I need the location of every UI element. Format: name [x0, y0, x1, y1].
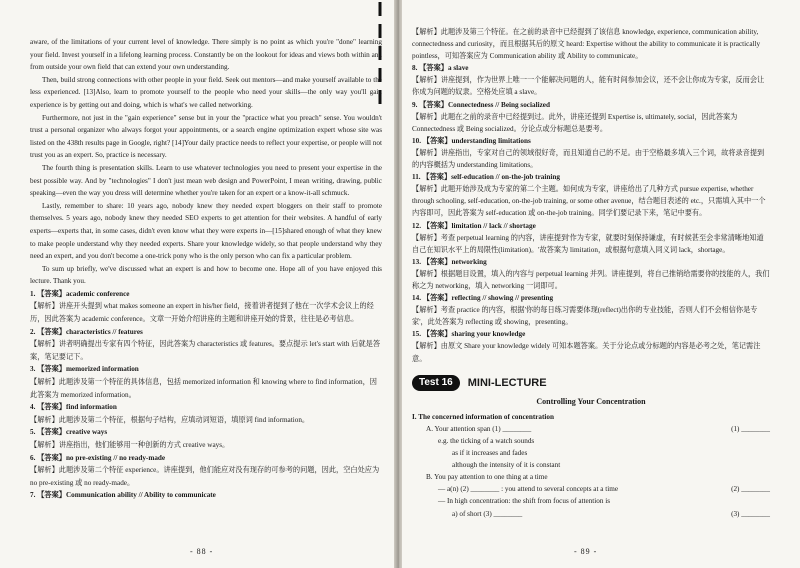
answer-label: 8. 【答案】a slave — [412, 64, 469, 73]
answer-explanation: 【解析】考查 perpetual learning 的内容，讲座提到'作为专家，就要时刻保持谦虚，有时候甚至会非常清晰地知道自己在知识水平上的局限性(limitation)。'故答案为 limitation，或根据句意填入同义词 lack，shortage。 — [412, 233, 764, 254]
answer-block — [412, 135, 770, 171]
lecture-paragraph: Lastly, remember to share: 10 years ago, nobody knew they needed expert bloggers on their staff to promote themselves. 5 years ago, nobody knew they needed SEO experts to get attention for their websites. A handful of early experts—experts that, in some cases, didn't even know what they were experts in—[15]shared enough of what they knew to make people understand why they needed experts. Share your knowledge widely, so that people understand why they need an expert, and you don't become a one-trick pony who is the only person who can fix a particular problem. — [30, 201, 382, 261]
outline-text: I. The concerned information of concentration — [412, 412, 555, 421]
page-number: - 88 - — [190, 547, 214, 556]
outline-text: a) of short (3) ________ — [452, 509, 523, 518]
test-heading — [412, 375, 770, 391]
answer-block — [412, 26, 770, 62]
answer-block — [412, 171, 770, 219]
test-badge: Test 16 — [412, 375, 460, 391]
answer-blank[interactable]: (3) ________ — [731, 509, 770, 518]
lecture-paragraph: aware, of the limitations of your current level of knowledge. There simply is no point as which you're "done" learning your field. Invest yourself in a lifelong learning process. Constantly be on the lookout for ideas and views both within and from outside your own field that can extend your own understanding. — [30, 38, 382, 72]
answer-label: 12. 【答案】limitation // lack // shortage — [412, 221, 536, 230]
answer-explanation: 【解析】此题在之前的录音中已经提到过。此外，讲座还提到 Expertise is, ultimately, social，因此答案为 Connectedness 或 Being socialized。分论点或分标题总是要考。 — [412, 112, 738, 133]
answer-label: 4. 【答案】find information — [30, 403, 117, 412]
answer-label: 15. 【答案】sharing your knowledge — [412, 330, 526, 339]
outline-row — [412, 508, 770, 520]
answer-block — [30, 326, 382, 364]
answer-block — [412, 99, 770, 135]
answer-block — [30, 363, 382, 401]
answer-block — [30, 426, 382, 451]
answer-label: 9. 【答案】Connectedness // Being socialized — [412, 100, 550, 109]
answer-label: 11. 【答案】self-education // on-the-job training — [412, 173, 560, 182]
outline-row — [412, 495, 770, 507]
answer-label: 3. 【答案】memorized information — [30, 365, 139, 374]
outline-text: — a(n) (2) ________ : you attend to several concepts at a time — [438, 485, 619, 494]
answer-block — [30, 401, 382, 426]
left-page — [0, 0, 396, 568]
answer-label: 7. 【答案】Communication ability // Ability to communicate — [30, 491, 216, 500]
answer-block — [30, 489, 382, 502]
outline-text: A. Your attention span (1) ________ — [426, 424, 532, 433]
outline-row — [412, 423, 770, 435]
outline-text: B. You pay attention to one thing at a time — [426, 473, 548, 482]
outline-row — [412, 411, 770, 423]
answer-label: 5. 【答案】creative ways — [30, 428, 108, 437]
answer-explanation: 【解析】讲座指出，专家对自己的领域很好奇，而且知道自己的不足。由于空格最多填入三个词，故将录音提到的内容概括为 understanding limitations。 — [412, 148, 765, 170]
answer-blank[interactable]: (1) ________ — [731, 424, 770, 433]
test-title: MINI-LECTURE — [467, 376, 547, 389]
right-page-body — [412, 26, 770, 520]
answer-explanation: 【解析】由原文 Share your knowledge widely 可知本题答案。关于分论点或分标题的内容是必考之处，笔记需注意。 — [412, 342, 761, 363]
lecture-outline — [412, 411, 770, 520]
answer-block — [412, 256, 770, 292]
lecture-title: Controlling Your Concentration — [536, 396, 646, 406]
right-page — [402, 0, 800, 568]
answer-explanation: 【解析】讲座提到，作为世界上唯一一个能解决问题的人，能有时间参加会议，还不会让你成为专家，反而会让你成为问题的奴隶。空格处应填 a slave。 — [412, 76, 765, 97]
answer-explanation: 【解析】此题涉及第一个特征的具体信息，包括 memorized information 和 knowing where to find information，因此答案为 memorized information。 — [30, 378, 377, 399]
binding-ring-icon — [374, 0, 386, 120]
outline-row — [412, 435, 770, 447]
outline-row — [412, 471, 770, 483]
page-number: - 89 - — [574, 547, 598, 556]
outline-text: — In high concentration: the shift from focus of attention is — [438, 497, 611, 506]
answer-label: 13. 【答案】networking — [412, 257, 487, 266]
lecture-paragraph: The fourth thing is presentation skills. Learn to use whatever technologies you need to present your expertise in the best possible way. And by "technologies" I don't just mean web design and PowerPoint, I mean writing, drawing, public speaking—even the way you dress will determine whether you're taken for an expert or a know-it-all schmuck. — [30, 163, 382, 198]
answer-explanation: 【解析】此题涉及第三个特征。在之前的录音中已经提到了该信息 knowledge, experience, communication ability, connectedness and curiosity，而且根据其后的原文 heard: Expertise without the ability to communicate it is practically pointless，可知答案应为 Communication ability 或 Ability to communicate。 — [412, 28, 761, 61]
lecture-paragraph: To sum up briefly, we've discussed what an expert is and how to become one. Hope all of you have enjoyed this lecture. Thank you. — [30, 264, 382, 286]
outline-row — [412, 447, 770, 459]
answer-label: 2. 【答案】characteristics // features — [30, 327, 143, 336]
lecture-paragraph: Then, build strong connections with other people in your field. Seek out mentors—and make yourself available to the less experienced. [13]Also, learn to promote yourself to the people who need your skills—the only way you'll gain experience is by getting out and doing, which is what's we called networking. — [30, 75, 382, 109]
outline-row — [412, 459, 770, 471]
answer-label: 10. 【答案】understanding limitations — [412, 136, 531, 145]
answer-block — [412, 328, 770, 364]
outline-row — [412, 483, 770, 495]
answer-block — [412, 220, 770, 256]
answer-explanation: 【解析】此题涉及第二个特征，根据句子结构，应填动词短语，填原词 find information。 — [30, 415, 310, 424]
answer-label: 14. 【答案】reflecting // showing // presenting — [412, 294, 554, 303]
answer-blank[interactable]: (2) ________ — [731, 485, 770, 494]
answer-explanation: 【解析】讲座指出，他们能够用一种创新的方式 creative ways。 — [30, 441, 230, 449]
answer-block — [412, 292, 770, 328]
outline-text: although the intensity of it is constant — [452, 461, 561, 470]
answer-block — [30, 288, 382, 326]
answer-block — [30, 452, 382, 490]
lecture-paragraph: Furthermore, not just in the "gain experience" sense but in your the "practice what you preach" sense. You wouldn't trust a personal organizer who always forgot your appointments, or a search engine optimization expert whose site was listed on the 438th results page in Google, right? [14]Your daily practice needs to reflect your expertise, or people will not trust you as an expert. So, practice is necessary. — [30, 113, 382, 160]
answer-explanation: 【解析】此题涉及第二个特征 experience。讲座提到，他们能应对没有现存的可参考的问题，因此，空白处应为 no pre-existing 或 no ready-made。 — [30, 466, 380, 487]
answer-explanation: 【解析】此题开始涉及成为专家的第二个主题。如何成为专家，讲座给出了几种方式 pursue expertise, whether through schooling, self-education, on-the-job training, or some other avenue，结合题目表述的 etc.，只需填入其中一个内容即可，因此答案为 self-education 或 on-the-job training。同学们要记录下来，笔记中要有。 — [412, 185, 766, 218]
answer-explanation: 【解析】讲者明确提出专家有四个特征，因此答案为 characteristics 或 features。要点提示 let's start with 后就是答案，笔记要记下。 — [30, 340, 381, 361]
outline-text: as if it increases and fades — [452, 449, 528, 458]
outline-text: e.g. the ticking of a watch sounds — [438, 437, 535, 445]
answer-block — [412, 62, 770, 98]
answer-explanation: 【解析】讲座开头提到 what makes someone an expert in his/her field，接着讲者提到了他在一次学术会议上的经历，因此答案为 academic conference。文章一开始介绍讲座的主题和讲座开始的背景，往往是必考信息。 — [30, 302, 374, 324]
answer-label: 6. 【答案】no pre-existing // no ready-made — [30, 453, 166, 462]
answer-explanation: 【解析】根据题目设置，填入的内容与 perpetual learning 并列。讲座提到，将自己推销给需要你的技能的人，我们称之为 networking，填入 networking 一词即可。 — [412, 269, 770, 290]
answer-label: 1. 【答案】academic conference — [30, 289, 130, 298]
answer-explanation: 【解析】考查 practice 的内容，根据'你的每日练习需要体现(reflect)出你的专业技能，否则人们不会相信你是专家'，此处答案为 reflecting 或 showing，presenting。 — [412, 306, 758, 327]
left-page-body — [30, 36, 382, 502]
